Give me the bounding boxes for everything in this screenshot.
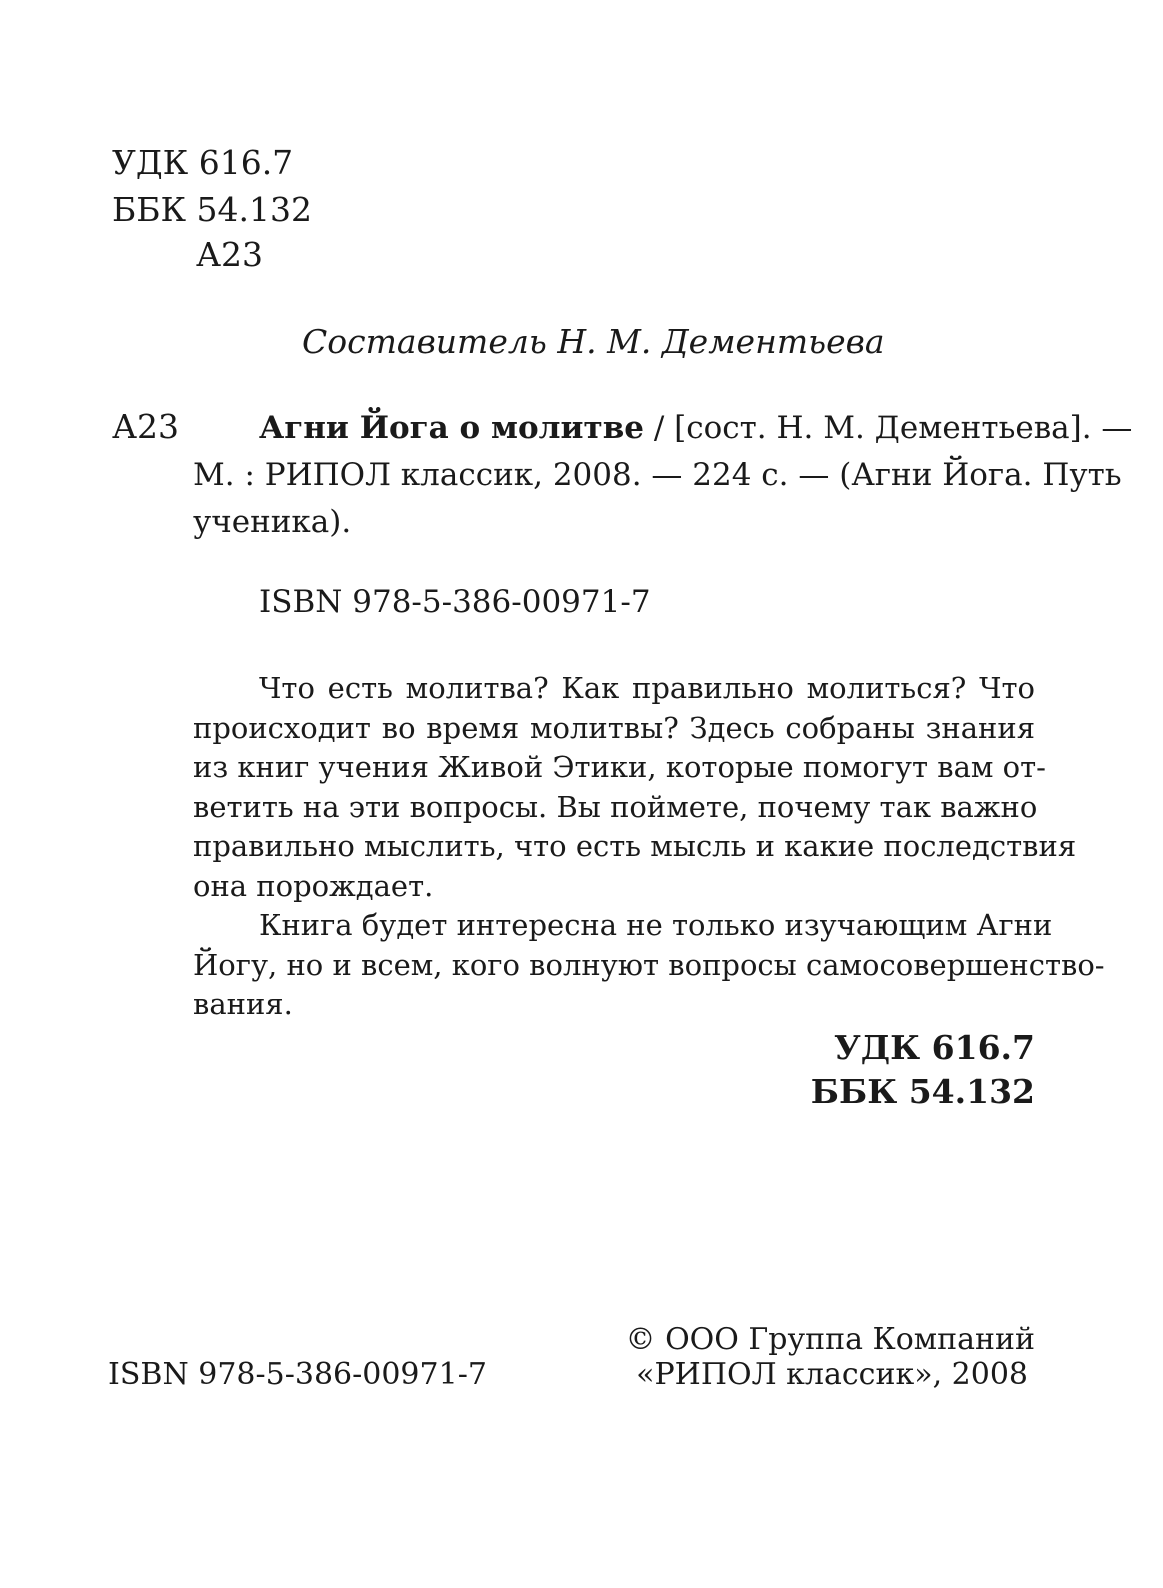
annotation-line: правильно мыслить, что есть мысль и какие последствия: [193, 829, 1077, 863]
annotation-text: Книга будет интересна не только изучающим Агни: [259, 908, 1053, 942]
annotation-line: [193, 669, 1035, 709]
bbk-code-bottom: ББК 54.132: [810, 1072, 1035, 1111]
compiler-line: Составитель Н. М. Дементьева: [302, 322, 885, 361]
isbn-footer: ISBN 978-5-386-00971-7: [108, 1357, 487, 1392]
udk-code-bottom: УДК 616.7: [834, 1028, 1035, 1067]
bib-line-2: М. : РИПОЛ классик, 2008. — 224 с. — (Агни Йога. Путь: [193, 457, 1122, 493]
copyright-line-2: «РИПОЛ классик», 2008: [636, 1357, 1028, 1392]
bib-line-1: [193, 409, 1133, 449]
annotation-line: она порождает.: [193, 869, 434, 903]
udk-code-top: УДК 616.7: [112, 143, 294, 182]
isbn-entry: ISBN 978-5-386-00971-7: [259, 584, 651, 620]
annotation-line: вания.: [193, 987, 293, 1021]
bib-line-3: ученика).: [193, 504, 352, 540]
copyright-line-1: © ООО Группа Компаний: [625, 1322, 1035, 1357]
author-mark-entry: А23: [112, 407, 179, 446]
bbk-code-top: ББК 54.132: [112, 190, 312, 229]
annotation-line: Йогу, но и всем, кого волнуют вопросы самосовершенство-: [193, 948, 1105, 982]
annotation-text: Что есть молитва? Как правильно молиться? Что: [259, 671, 1035, 705]
book-title: Агни Йога о молитве: [259, 410, 644, 446]
annotation-line: происходит во время молитвы? Здесь собраны знания: [193, 711, 1035, 745]
annotation-line: ветить на эти вопросы. Вы поймете, почему так важно: [193, 790, 1038, 824]
author-mark-top: А23: [196, 235, 263, 274]
annotation-line: [193, 906, 1053, 946]
annotation-line: из книг учения Живой Этики, которые помогут вам от-: [193, 750, 1046, 784]
bib-line-1-rest: / [сост. Н. М. Дементьева]. —: [643, 410, 1133, 446]
